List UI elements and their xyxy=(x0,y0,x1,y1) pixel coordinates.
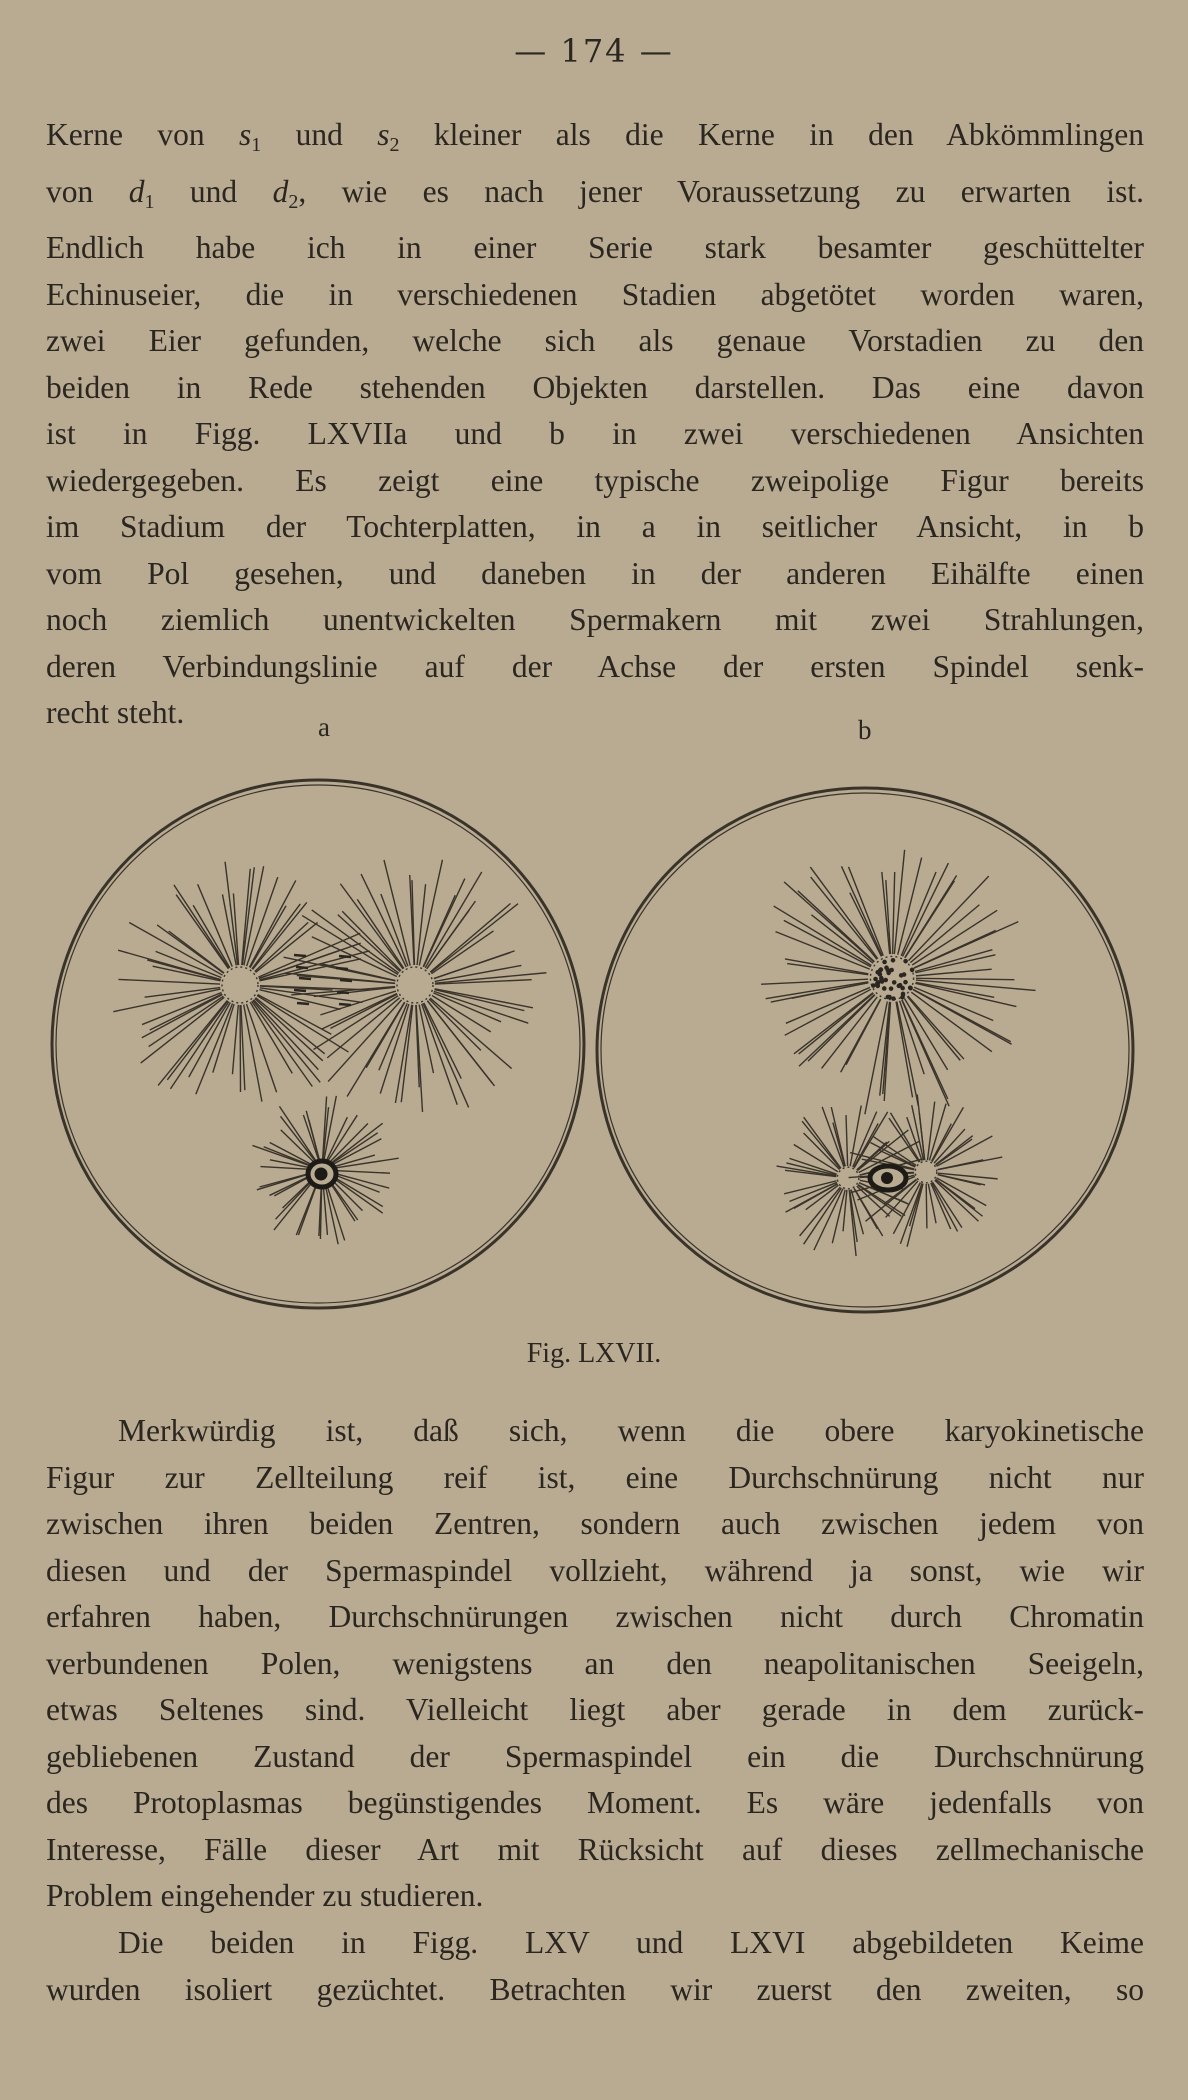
text-line: ist in Figg. LXVIIa und b in zwei verschiedenen Ansichten xyxy=(46,416,1144,451)
paragraph-2 xyxy=(46,1408,1144,1920)
text-line: erfahren haben, Durchschnürungen zwischen nicht durch Chromatin xyxy=(46,1599,1144,1634)
aster-a-right xyxy=(284,860,547,1112)
sperm-nucleus-a xyxy=(308,1161,336,1187)
text-line: etwas Seltenes sind. Vielleicht liegt aber gerade in dem zurück- xyxy=(46,1692,1144,1727)
figure-caption: Fig. LXVII. xyxy=(526,1338,662,1369)
text-line: von $d_1$ und $d_2$, wie es nach jener Voraussetzung zu erwarten ist. xyxy=(46,173,1145,213)
text-line: noch ziemlich unentwickelten Spermakern mit zwei Strahlungen, xyxy=(46,602,1144,637)
text-line: Figur zur Zellteilung reif ist, eine Durchschnürung nicht nur xyxy=(46,1459,1144,1495)
sperm-nucleus-b xyxy=(870,1166,906,1190)
text-line: wurden isoliert gezüchtet. Betrachten wir zuerst den zweiten, so xyxy=(46,1971,1144,2007)
text-line: Problem eingehender zu studieren. xyxy=(46,1878,484,1913)
text-line: beiden in Rede stehenden Objekten darstellen. Das eine davon xyxy=(46,369,1144,405)
text-line: verbundenen Polen, wenigstens an den neapolitanischen Seeigeln, xyxy=(46,1645,1144,1681)
text-line: wiedergegeben. Es zeigt eine typische zweipolige Figur bereits xyxy=(46,462,1144,498)
figure-label-b: b xyxy=(858,715,872,745)
paragraph-1 xyxy=(46,112,1144,737)
text-line: vom Pol gesehen, und daneben in der anderen Eihälfte einen xyxy=(46,555,1144,591)
text-line: im Stadium der Tochterplatten, in a in seitlicher Ansicht, in b xyxy=(46,509,1144,544)
text-line: des Protoplasmas begünstigendes Moment. Es wäre jedenfalls von xyxy=(46,1785,1144,1820)
figure-label-a: a xyxy=(318,712,330,742)
text-line: Merkwürdig ist, daß sich, wenn die obere karyokinetische xyxy=(118,1413,1144,1448)
egg-cell-a xyxy=(52,780,584,1308)
paragraph-3 xyxy=(46,1920,1144,2013)
figure-lxvii-drawing xyxy=(0,760,1188,1320)
text-line: recht steht. xyxy=(46,695,185,730)
text-line: Interesse, Fälle dieser Art mit Rücksicht auf dieses zellmechanische xyxy=(46,1831,1144,1867)
chromosome-plate-polar-view xyxy=(871,958,914,1001)
text-line: diesen und der Spermaspindel vollzieht, während ja sonst, wie wir xyxy=(46,1552,1144,1588)
page-number: — 174 — xyxy=(514,32,674,70)
text-line: Die beiden in Figg. LXV und LXVI abgebildeten Keime xyxy=(118,1925,1144,1960)
text-line: zwischen ihren beiden Zentren, sondern auch zwischen jedem von xyxy=(46,1506,1144,1541)
text-line: Kerne von $s_1$ und $s_2$ kleiner als die Kerne in den Abkömmlingen xyxy=(46,117,1145,156)
aster-a-left xyxy=(113,862,370,1102)
text-line: Endlich habe ich in einer Serie stark besamter geschüttelter xyxy=(46,230,1144,265)
text-line: Echinuseier, die in verschiedenen Stadien abgetötet worden waren, xyxy=(46,276,1144,312)
aster-b-upper xyxy=(761,850,1035,1114)
text-line: zwei Eier gefunden, welche sich als genaue Vorstadien zu den xyxy=(46,323,1144,358)
text-line: gebliebenen Zustand der Spermaspindel ein die Durchschnürung xyxy=(46,1738,1144,1774)
egg-cell-b xyxy=(597,788,1133,1312)
text-line: deren Verbindungslinie auf der Achse der ersten Spindel senk- xyxy=(46,648,1144,684)
